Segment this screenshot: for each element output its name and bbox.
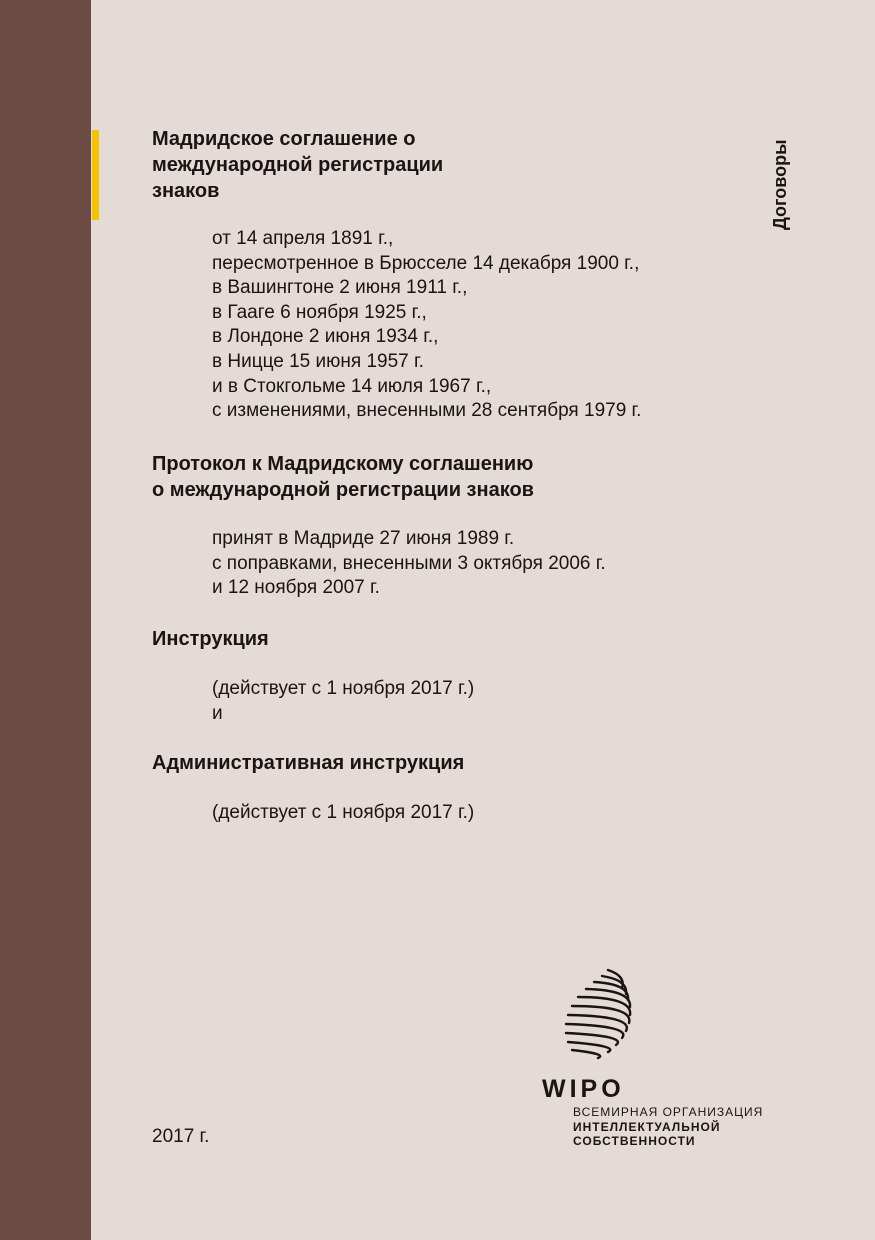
admin-notes	[212, 801, 474, 826]
protocol-history	[212, 527, 606, 601]
agreement-title	[152, 126, 443, 204]
cover-spine	[0, 0, 91, 1240]
regulations-notes	[212, 677, 474, 726]
history-line: принят в Мадриде 27 июня 1989 г.	[212, 528, 515, 549]
wipo-globe-icon	[540, 966, 640, 1070]
wipo-organization-name	[573, 1105, 763, 1149]
history-line: пересмотренное в Брюсселе 14 декабря 1900 г.,	[212, 252, 640, 274]
history-line: в Гааге 6 ноября 1925 г.,	[212, 301, 427, 323]
accent-bar	[92, 130, 99, 220]
history-line: и в Стокгольме 14 июля 1967 г.,	[212, 375, 492, 397]
agreement-title-line: международной регистрации	[152, 154, 444, 176]
org-line: ИНТЕЛЛЕКТУАЛЬНОЙ	[573, 1119, 721, 1134]
note-line: и	[212, 702, 223, 724]
note-line: (действует с 1 ноября 2017 г.)	[212, 678, 475, 699]
history-line: с изменениями, внесенными 28 сентября 1979 г.	[212, 400, 642, 422]
history-line: с поправками, внесенными 3 октября 2006 г.	[212, 552, 606, 574]
agreement-title-line: знаков	[152, 180, 220, 202]
wipo-acronym: WIPO	[542, 1075, 625, 1103]
org-line: СОБСТВЕННОСТИ	[573, 1134, 696, 1148]
agreement-title-line: Мадридское соглашение о	[152, 128, 416, 150]
history-line: в Лондоне 2 июня 1934 г.,	[212, 326, 439, 348]
history-line: от 14 апреля 1891 г.,	[212, 228, 394, 249]
agreement-history	[212, 227, 641, 424]
protocol-title-line: о международной регистрации знаков	[152, 479, 534, 501]
org-line: ВСЕМИРНАЯ ОРГАНИЗАЦИЯ	[573, 1105, 764, 1119]
protocol-title-line: Протокол к Мадридскому соглашению	[152, 453, 534, 475]
history-line: в Ницце 15 июня 1957 г.	[212, 350, 424, 372]
publication-year: 2017 г.	[152, 1126, 210, 1147]
note-line: (действует с 1 ноября 2017 г.)	[212, 802, 475, 823]
admin-title: Административная инструкция	[152, 752, 465, 774]
protocol-title	[152, 451, 534, 503]
history-line: и 12 ноября 2007 г.	[212, 577, 380, 599]
history-line: в Вашингтоне 2 июня 1911 г.,	[212, 277, 468, 299]
category-label: Договоры	[770, 139, 790, 230]
regulations-title: Инструкция	[152, 628, 269, 650]
